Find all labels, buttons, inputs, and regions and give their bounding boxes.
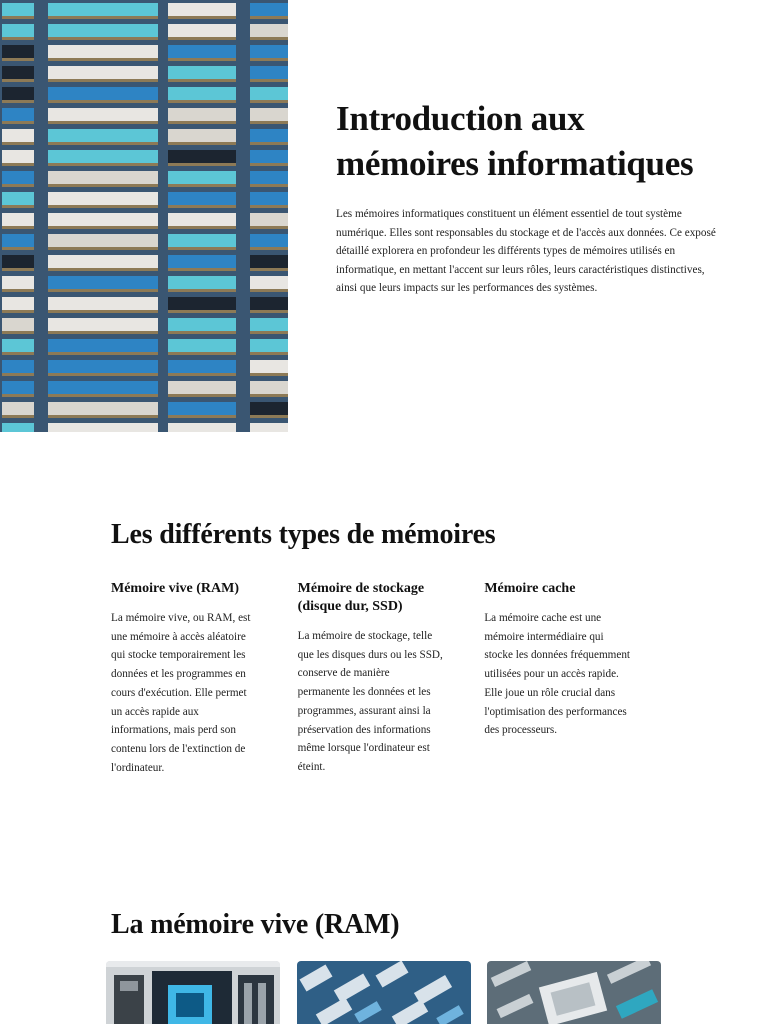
card-cache: [484, 580, 671, 777]
ram-image-2: [297, 961, 471, 1024]
ram-sticks-photo-icon: [297, 961, 471, 1024]
card-text: La mémoire vive, ou RAM, est une mémoire à accès aléatoire qui stocke temporairement les données et les programmes en cours d'exécution. Elle permet un accès rapide aux informations, mais perd son contenu lors de l'extinction de l'ordinateur.: [111, 612, 251, 774]
intro-paragraph: Les mémoires informatiques constituent un élément essentiel de tout système numérique. Elles sont responsables du stockage et de l'accès aux données. Ce exposé détaillé explorera en profondeur les différents types de mémoires utilisés en informatique, en mettant l'accent sur leurs rôles, leurs caractéristiques distinctives, ainsi que leurs impacts sur les performances des systèmes.: [336, 208, 716, 295]
card-title: Mémoire cache: [484, 581, 576, 596]
ram-image-3: [487, 961, 661, 1024]
ram-heading: La mémoire vive (RAM): [111, 909, 400, 940]
card-ram: [111, 580, 298, 777]
memory-types-heading: Les différents types de mémoires: [111, 519, 496, 550]
card-title: Mémoire de stockage (disque dur, SSD): [297, 581, 425, 614]
memory-types-section: [111, 516, 671, 777]
card-text: La mémoire cache est une mémoire intermédiaire qui stocke les données fréquemment utilisées pour un accès rapide. Elle joue un rôle crucial dans l'optimisation des performances des processeurs.: [484, 612, 631, 737]
memory-chips-photo-icon: [487, 961, 661, 1024]
ram-section: [111, 906, 671, 944]
card-text: La mémoire de stockage, telle que les disques durs ou les SSD, conserve de manière permanente les données et les programmes, assurant ainsi la préservation des informations même lorsque l'ordinateur est éteint.: [297, 630, 443, 773]
hero-section: [0, 0, 768, 432]
hero-text: [336, 96, 728, 298]
hero-memory-image: [0, 0, 288, 432]
memory-modules-photo-icon: [0, 0, 288, 432]
memory-types-cards: [111, 580, 671, 777]
ram-gallery: [106, 961, 666, 1024]
card-title: Mémoire vive (RAM): [111, 581, 240, 596]
ram-image-1: [106, 961, 280, 1024]
motherboard-photo-icon: [106, 961, 280, 1024]
card-storage: [298, 580, 485, 777]
page-title: Introduction aux mémoires informatiques: [336, 99, 694, 183]
